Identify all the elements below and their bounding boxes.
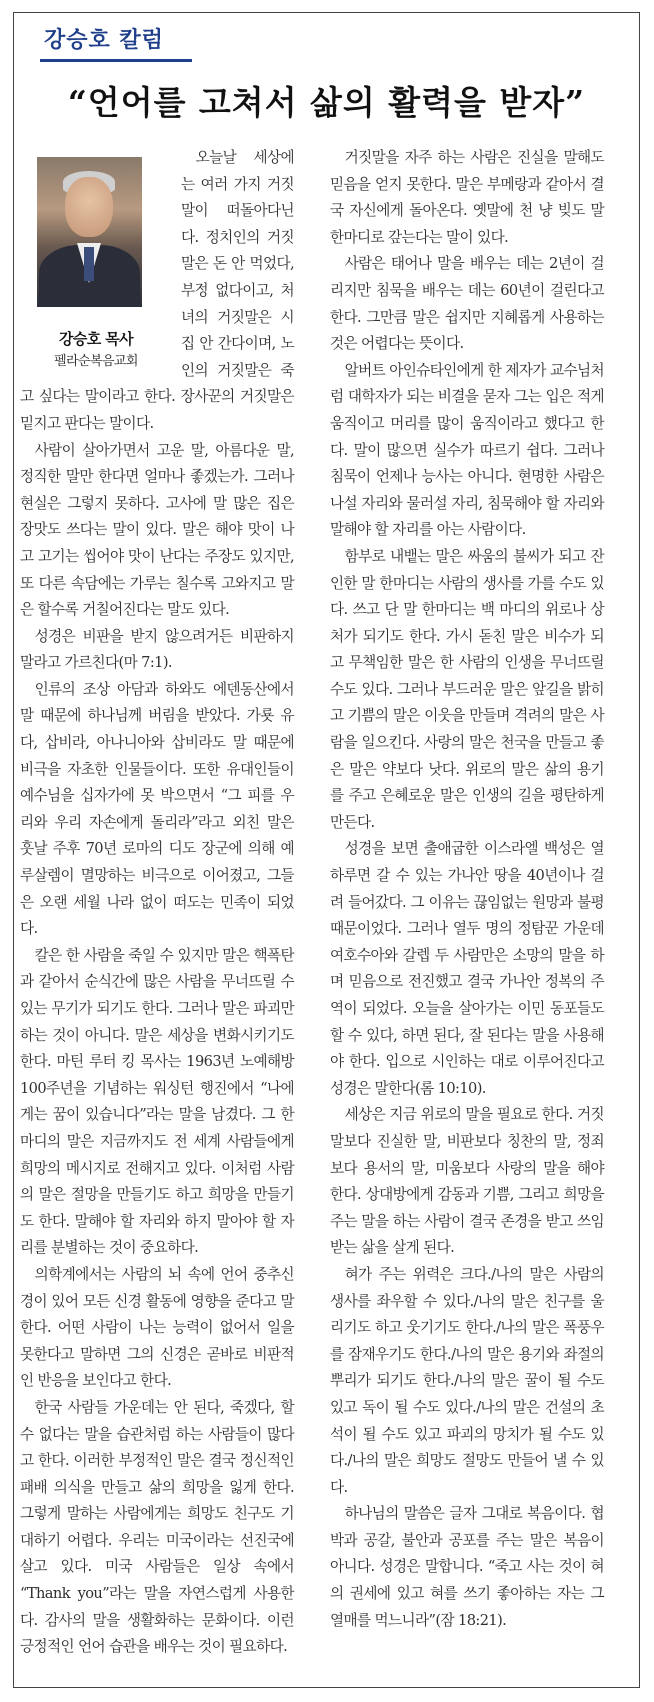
paragraph: 성경을 보면 출애굽한 이스라엘 백성은 열하루면 갈 수 있는 가나안 땅을 40년이나 걸려 들어갔다. 그 이유는 끊임없는 원망과 불평 때문이었다. 그러나 열두 명의 정탐꾼 가운데 여호수아와 갈렙 두 사람만은 소망의 말을 하며 믿음으로 전진했고 결국 가나안 정복의 주역이 되었다. 오늘을 살아가는 이민 동포들도 할 수 있다, 하면 된다, 잘 된다는 말을 사용해야 한다. 입으로 시인하는 대로 이루어진다고 성경은 말한다(롬 10:10). [330, 840, 604, 1097]
author-box [19, 145, 173, 375]
article-column-right [330, 145, 604, 1634]
column-label: 강승호 칼럼 [44, 28, 164, 53]
paragraph: 칼은 한 사람을 죽일 수 있지만 말은 핵폭탄과 같아서 순식간에 많은 사람을 무너뜨릴 수 있는 무기가 되기도 한다. 그러나 말은 파괴만 하는 것이 아니다. 말은 세상을 변화시키기도 한다. 마틴 루터 킹 목사는 1963년 노예해방 100주년을 기념하는 워싱턴 행진에서 “나에게는 꿈이 있습니다”라는 말을 남겼다. 그 한마디의 말은 지금까지도 전 세계 사람들에게 희망의 메시지로 전해지고 있다. 이처럼 사람의 말은 절망을 만들기도 하고 희망을 만들기도 한다. 말해야 할 자리와 하지 말아야 할 자리를 분별하는 것이 중요하다. [20, 946, 294, 1257]
paragraph: 세상은 지금 위로의 말을 필요로 한다. 거짓말보다 진실한 말, 비판보다 칭찬의 말, 정죄보다 용서의 말, 미움보다 사랑의 말을 해야 한다. 상대방에게 감동과 기쁨, 그리고 희망을 주는 말을 하는 사람이 결국 존경을 받고 쓰임 받는 삶을 살게 된다. [330, 1106, 604, 1257]
paragraph: 성경은 비판을 받지 않으려거든 비판하지 말라고 가르친다(마 7:1). [20, 627, 294, 672]
headline: “언어를 고쳐서 삶의 활력을 받자” [67, 83, 586, 122]
paragraph: 거짓말을 자주 하는 사람은 진실을 말해도 믿음을 얻지 못한다. 말은 부메랑과 같아서 결국 자신에게 돌아온다. 옛말에 천 냥 빚도 말 한마디로 갚는다는 말이 있다. [330, 149, 604, 246]
paragraph: 함부로 내뱉는 말은 싸움의 불씨가 되고 잔인한 말 한마디는 사람의 생사를 가를 수도 있다. 쓰고 단 말 한마디는 백 마디의 위로나 상처가 되기도 한다. 가시 돋친 말은 비수가 되고 무책임한 말은 한 사람의 인생을 무너뜨릴 수도 있다. 그러나 부드러운 말은 앞길을 밝히고 기쁨의 말은 이웃을 만들며 격려의 말은 사람을 일으킨다. 사랑의 말은 천국을 만들고 좋은 말은 약보다 낫다. 위로의 말은 삶의 용기를 주고 은혜로운 말은 인생의 길을 평탄하게 만든다. [330, 547, 604, 831]
paragraph: 오늘날 세상에는 여러 가지 거짓말이 떠돌아다닌다. 정치인의 거짓말은 돈 안 먹었다, 부정 없다이고, 처녀의 거짓말은 시집 안 간다이며, 노인의 거짓말은 죽고 싶다는 말이라고 한다. 장사꾼의 거짓말은 밑지고 판다는 말이다. [20, 149, 294, 432]
paragraph: 사람이 살아가면서 고운 말, 아름다운 말, 정직한 말만 한다면 얼마나 좋겠는가. 그러나 현실은 그렇지 못하다. 고사에 말 많은 집은 장맛도 쓰다는 말이 있다. 말은 해야 맛이 나고 고기는 씹어야 맛이 난다는 주장도 있지만, 또 다른 속담에는 가루는 칠수록 고와지고 말은 할수록 거칠어진다는 말도 있다. [20, 441, 294, 619]
paragraph: 알버트 아인슈타인에게 한 제자가 교수님처럼 대학자가 되는 비결을 묻자 그는 입은 적게 움직이고 머리를 많이 움직이라고 했다고 한다. 말이 많으면 실수가 따르기 쉽다. 그러나 침묵이 언제나 능사는 아니다. 현명한 사람은 나설 자리와 물러설 자리, 침묵해야 할 자리와 말해야 할 자리를 아는 사람이다. [330, 361, 604, 539]
paragraph: 의학계에서는 사람의 뇌 속에 언어 중추신경이 있어 모든 신경 활동에 영향을 준다고 말한다. 어떤 사람이 나는 능력이 없어서 일을 못한다고 말하면 그의 신경은 곧바로 비판적인 반응을 보인다고 한다. [20, 1265, 294, 1390]
author-photo [37, 157, 142, 307]
paragraph: 혀가 주는 위력은 크다./나의 말은 사람의 생사를 좌우할 수 있다./나의 말은 친구를 울리기도 하고 웃기기도 한다./나의 말은 폭풍우를 잠재우기도 한다./나의 말은 용기와 좌절의 뿌리가 되기도 한다./나의 말은 꿀이 될 수도 있고 독이 될 수도 있다./나의 말은 건설의 초석이 될 수도 있고 파괴의 망치가 될 수도 있다./나의 말은 희망도 절망도 만들어 낼 수 있다. [330, 1265, 604, 1496]
author-church: 펠라순복음교회 [54, 354, 138, 369]
paragraph: 인류의 조상 아담과 하와도 에덴동산에서 말 때문에 하나님께 버림을 받았다. 가룟 유다, 삽비라, 아나니아와 삽비라도 말 때문에 비극을 자초한 인물들이다. 또한 유대인들이 예수님을 십자가에 못 박으면서 “그 피를 우리와 우리 자손에게 돌리라”라고 외친 말은 훗날 주후 70년 로마의 디도 장군에 의해 예루살렘이 멸망하는 비극으로 이어졌고, 그들은 오랜 세월 나라 없이 떠도는 민족이 되었다. [20, 680, 294, 938]
column-label-underline [40, 59, 192, 62]
paragraph: 하나님의 말씀은 글자 그대로 복음이다. 협박과 공갈, 불안과 공포를 주는 말은 복음이 아니다. 성경은 말합니다. “죽고 사는 것이 혀의 권세에 있고 혀를 쓰기 좋아하는 자는 그 열매를 먹느니라”(잠 18:21). [330, 1505, 604, 1629]
author-name: 강승호 목사 [58, 330, 134, 348]
paragraph: 한국 사람들 가운데는 안 된다, 죽겠다, 할 수 없다는 말을 습관처럼 하는 사람들이 많다고 한다. 이러한 부정적인 말은 결국 정신적인 패배 의식을 만들고 삶의 희망을 잃게 한다. 그렇게 말하는 사람에게는 희망도 친구도 기대하기 어렵다. 우리는 미국이라는 선진국에 살고 있다. 미국 사람들은 일상 속에서 “Thank you”라는 말을 자연스럽게 사용한다. 감사의 말을 생활화하는 문화이다. 이런 긍정적인 언어 습관을 배우는 것이 필요하다. [20, 1398, 294, 1656]
paragraph: 사람은 태어나 말을 배우는 데는 2년이 걸리지만 침묵을 배우는 데는 60년이 걸린다고 한다. 그만큼 말은 쉽지만 지혜롭게 사용하는 것은 어렵다는 뜻이다. [330, 255, 604, 353]
article-column-left [20, 145, 294, 1661]
